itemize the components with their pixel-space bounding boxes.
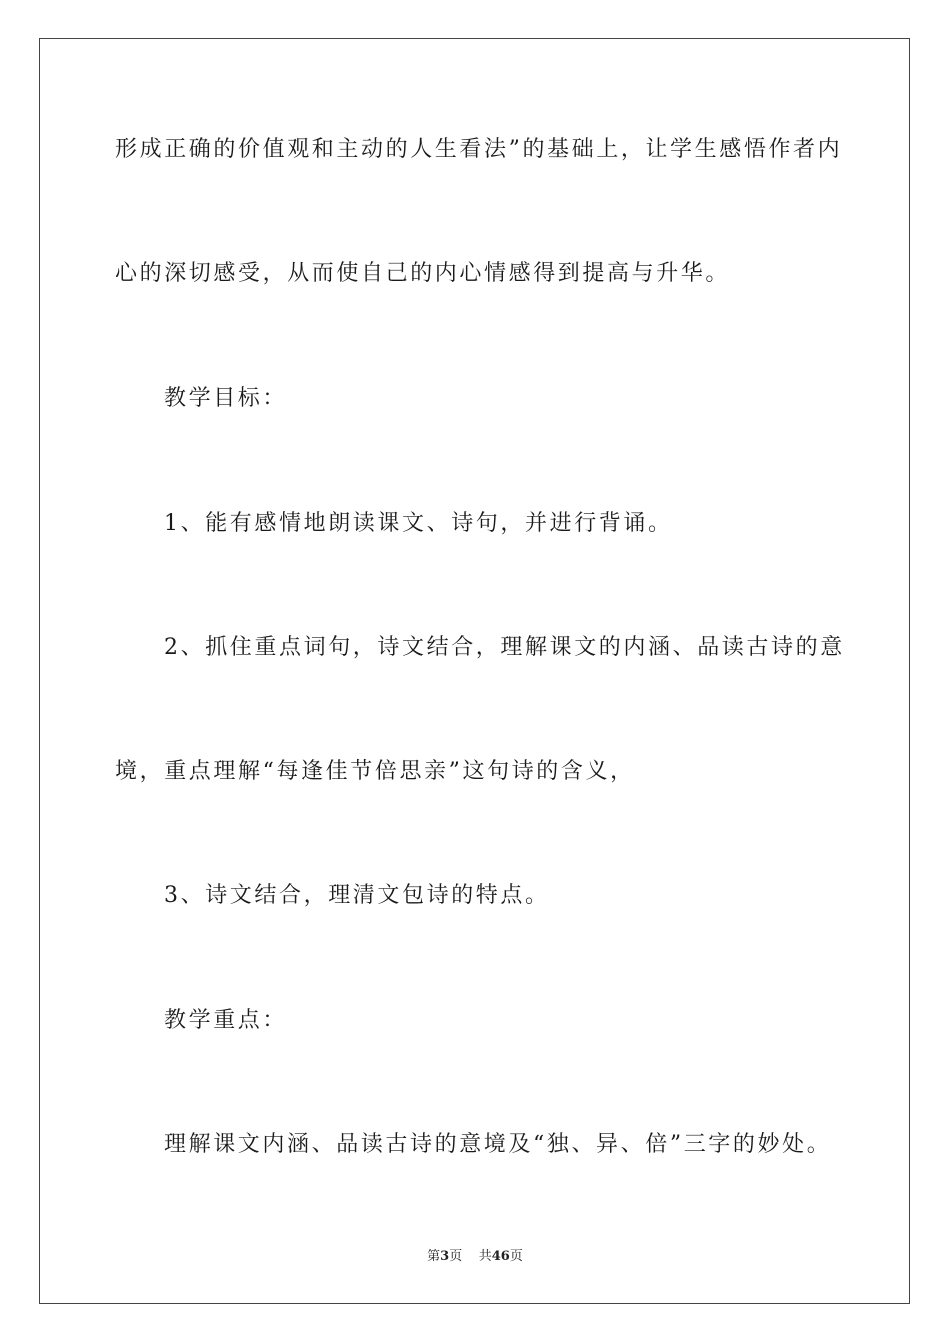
page-footer (0, 1248, 950, 1266)
objective-item-3: 3、诗文结合，理清文包诗的特点。 (164, 883, 550, 908)
section-heading-key-points: 教学重点： (164, 1008, 288, 1033)
section-heading-objectives: 教学目标： (164, 386, 288, 411)
footer-total-prefix: 共 (478, 1249, 492, 1264)
footer-page-prefix: 第 (427, 1249, 441, 1264)
objective-item-2: 2、抓住重点词句，诗文结合，理解课文的内涵、品读古诗的意 (164, 635, 845, 660)
footer-total-suffix: 页 (509, 1249, 523, 1264)
body-line-1: 形成正确的价值观和主动的人生看法”的基础上，让学生感悟作者内 (115, 137, 843, 162)
footer-total-number: 46 (491, 1249, 510, 1264)
key-points-text: 理解课文内涵、品读古诗的意境及“独、异、倍”三字的妙处。 (164, 1132, 832, 1157)
objective-item-1: 1、能有感情地朗读课文、诗句，并进行背诵。 (164, 511, 673, 536)
body-line-2: 心的深切感受，从而使自己的内心情感得到提高与升华。 (115, 261, 731, 286)
footer-page-number: 3 (440, 1249, 450, 1264)
objective-item-2-continued: 境，重点理解“每逢佳节倍思亲”这句诗的含义， (115, 759, 635, 784)
footer-page-suffix: 页 (449, 1249, 463, 1264)
page-border (39, 38, 910, 1304)
